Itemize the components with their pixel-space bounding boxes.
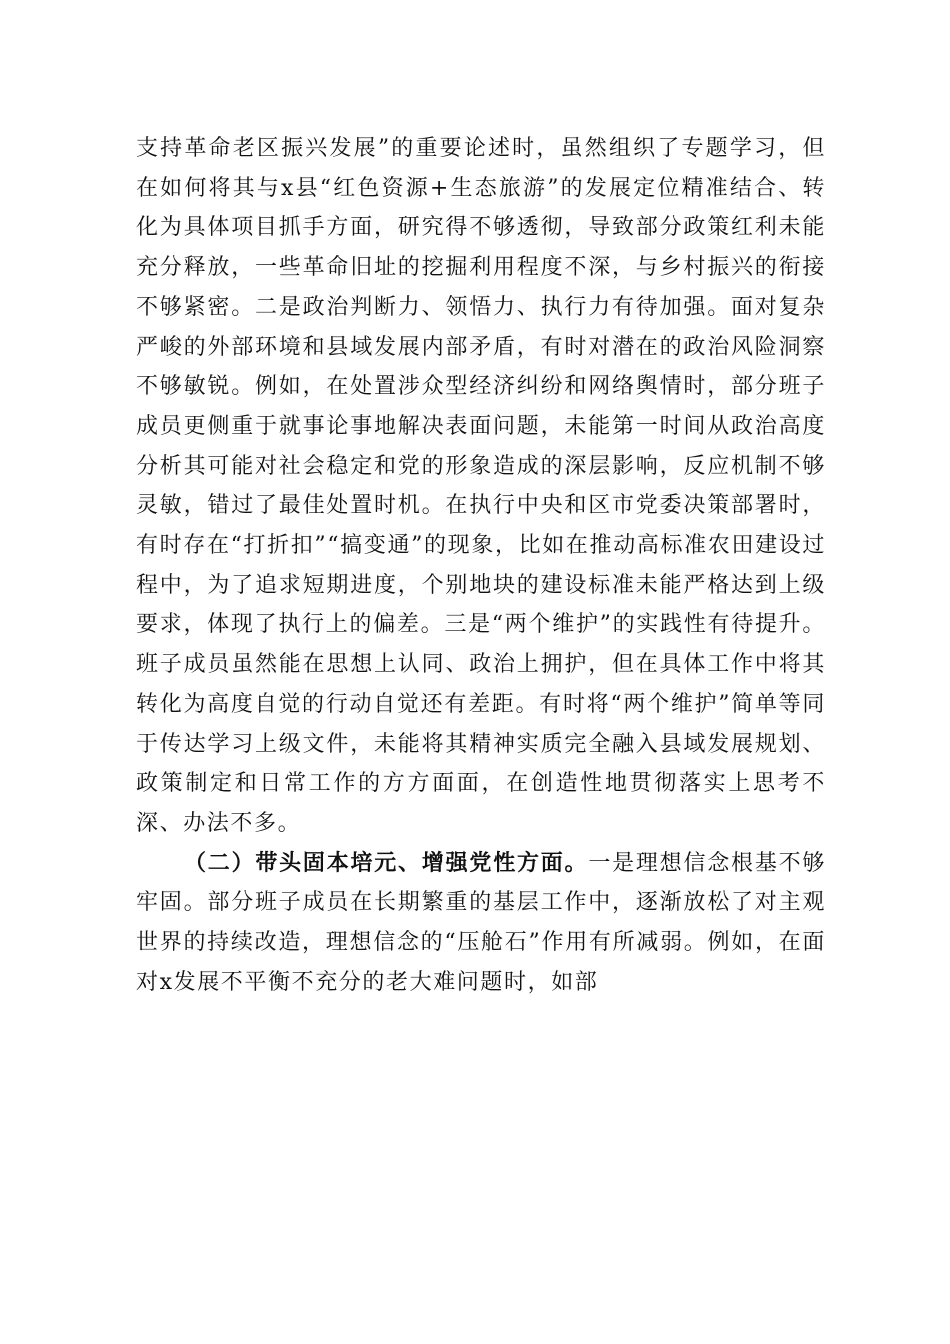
paragraph-section-2	[136, 844, 826, 1003]
section-heading: （二）带头固本培元、增强党性方面。	[184, 849, 589, 876]
section-text: 一是理想信念根基不够牢固。部分班子成员在长期繁重的基层工作中，逐渐放松了对主观世界的持续改造，理想信念的“压舱石”作用有所减弱。例如，在面对x发展不平衡不充分的老大难问题时，如部	[136, 850, 826, 995]
document-body	[136, 129, 826, 1002]
paragraph-continued: 支持革命老区振兴发展”的重要论述时，虽然组织了专题学习，但在如何将其与x县“红色资源+生态旅游”的发展定位精准结合、转化为具体项目抓手方面，研究得不够透彻，导致部分政策红利未能充分释放，一些革命旧址的挖掘利用程度不深，与乡村振兴的衔接不够紧密。二是政治判断力、领悟力、执行力有待加强。面对复杂严峻的外部环境和县域发展内部矛盾，有时对潜在的政治风险洞察不够敏锐。例如，在处置涉众型经济纠纷和网络舆情时，部分班子成员更侧重于就事论事地解决表面问题，未能第一时间从政治高度分析其可能对社会稳定和党的形象造成的深层影响，反应机制不够灵敏，错过了最佳处置时机。在执行中央和区市党委决策部署时，有时存在“打折扣”“搞变通”的现象，比如在推动高标准农田建设过程中，为了追求短期进度，个别地块的建设标准未能严格达到上级要求，体现了执行上的偏差。三是“两个维护”的实践性有待提升。班子成员虽然能在思想上认同、政治上拥护，但在具体工作中将其转化为高度自觉的行动自觉还有差距。有时将“两个维护”简单等同于传达学习上级文件，未能将其精神实质完全融入县域发展规划、政策制定和日常工作的方方面面，在创造性地贯彻落实上思考不深、办法不多。	[136, 136, 826, 836]
